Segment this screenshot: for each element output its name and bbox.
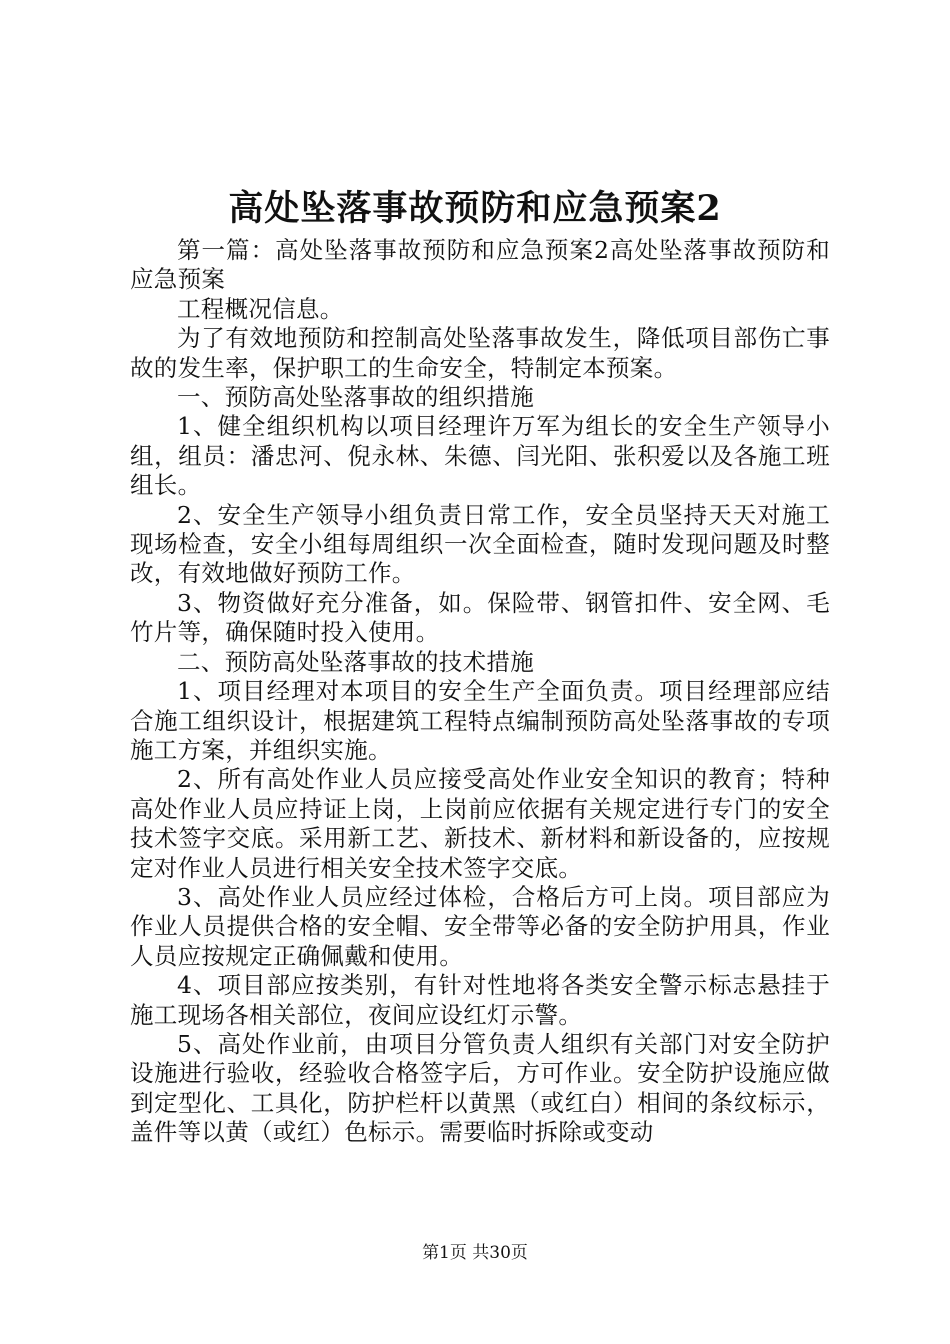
page-footer: 第1页 共30页	[422, 1243, 528, 1263]
document-body	[130, 236, 830, 1148]
paragraph: 1、健全组织机构以项目经理许万军为组长的安全生产领导小组，组员：潘忠河、倪永林、朱德、闫光阳、张积爱以及各施工班组长。	[130, 412, 830, 500]
paragraph: 第一篇：高处坠落事故预防和应急预案2高处坠落事故预防和应急预案	[130, 236, 830, 294]
paragraph: 2、所有高处作业人员应接受高处作业安全知识的教育；特种高处作业人员应持证上岗，上岗前应依据有关规定进行专门的安全技术签字交底。采用新工艺、新技术、新材料和新设备的，应按规定对作业人员进行相关安全技术签字交底。	[130, 765, 830, 882]
document-title: 高处坠落事故预防和应急预案2	[228, 188, 722, 229]
section-heading: 二、预防高处坠落事故的技术措施	[177, 647, 534, 676]
paragraph: 5、高处作业前，由项目分管负责人组织有关部门对安全防护设施进行验收，经验收合格签字后，方可作业。安全防护设施应做到定型化、工具化，防护栏杆以黄黑（或红白）相间的条纹标示，盖件等以黄（或红）色标示。需要临时拆除或变动	[130, 1029, 830, 1147]
paragraph: 4、项目部应按类别，有针对性地将各类安全警示标志悬挂于施工现场各相关部位，夜间应设红灯示警。	[130, 971, 830, 1029]
paragraph: 工程概况信息。	[177, 294, 344, 323]
paragraph: 3、高处作业人员应经过体检，合格后方可上岗。项目部应为作业人员提供合格的安全帽、安全带等必备的安全防护用具，作业人员应按规定正确佩戴和使用。	[130, 882, 830, 970]
paragraph: 3、物资做好充分准备，如。保险带、钢管扣件、安全网、毛竹片等，确保随时投入使用。	[130, 588, 830, 647]
section-heading: 一、预防高处坠落事故的组织措施	[177, 383, 534, 412]
paragraph: 为了有效地预防和控制高处坠落事故发生，降低项目部伤亡事故的发生率，保护职工的生命安全，特制定本预案。	[130, 324, 830, 382]
paragraph: 2、安全生产领导小组负责日常工作，安全员坚持天天对施工现场检查，安全小组每周组织一次全面检查，随时发现问题及时整改，有效地做好预防工作。	[130, 500, 830, 588]
paragraph: 1、项目经理对本项目的安全生产全面负责。项目经理部应结合施工组织设计，根据建筑工程特点编制预防高处坠落事故的专项施工方案，并组织实施。	[130, 677, 830, 764]
